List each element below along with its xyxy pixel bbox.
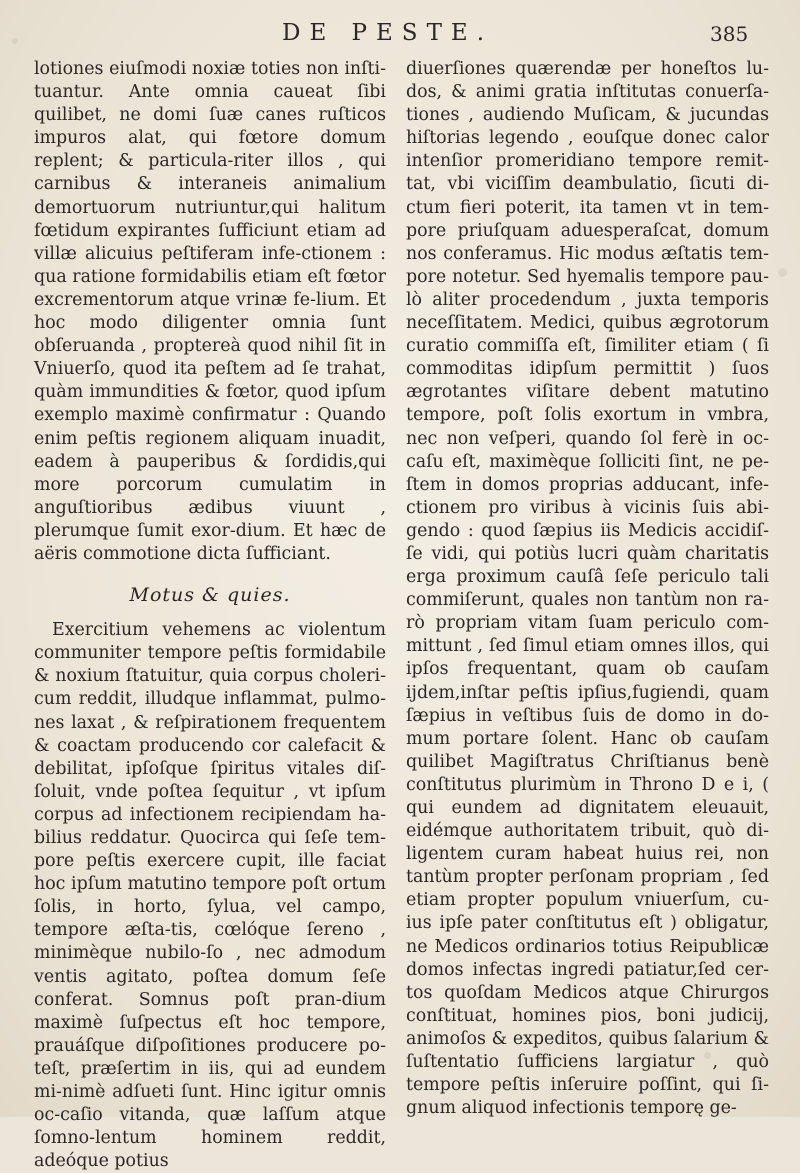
paragraph: lotiones eiuſmodi noxiæ toties non inſti-tuantur. Ante omnia caueat ſibi quilibet, ne domi ſuæ canes ruſticos impuros alat, qui fœtore domum replent; & particula-riter illos , qui carnibus & interaneis animalium demortuorum nutriuntur,qui halitum fœtidum expirantes ſufficiunt etiam ad villæ alicuius peſtiferam infe-ctionem : qua ratione formidabilis etiam eſt fœtor excrementorum atque vrinæ fe-lium. Et hoc modo diligenter omnia ſunt obſeruanda , proptereà quod nihil ſit in Vniuerſo, quod ita peſtem ad ſe trahat, quàm immundities & fœtor, quod ipſum exemplo maximè confirmatur : Quando enim peſtis regionem aliquam inuadit, eadem à pauperibus & ſordidis,qui more porcorum cumulatim in anguſtioribus ædibus viuunt , plerumque ſumit exor-dium. Et hæc de aëris commotione dicta ſufficiant. [34, 59, 386, 564]
page-number: 385 [710, 22, 749, 46]
page-header [0, 20, 800, 56]
section-heading: Motus & quies. [129, 584, 291, 607]
right-column [406, 58, 769, 1120]
running-head: DE PESTE. [282, 20, 494, 46]
paragraph: Exercitium vehemens ac violentum communiter tempore peſtis formidabile & noxium ſtatuitur, quia corpus choleri-cum reddit, illudque inflammat, pulmo-nes laxat , & reſpirationem frequentem & coactam producendo cor calefacit & debilitat, ipſoſque ſpiritus vitales diſ-ſoluit, vnde poſtea ſequitur , vt ipſum corpus ad infectionem recipiendam ha-bilius reddatur. Quocirca qui ſeſe tem-pore peſtis exercere cupit, ille faciat hoc ipſum matutino tempore poſt ortum ſolis, in horto, ſylua, vel campo, tempore æſta-tis, cœlóque ſereno , minimèque nubilo-ſo , nec admodum ventis agitato, poſtea domum ſeſe conferat. Somnus poſt pran-dium maximè ſuſpectus eſt hoc tempore, prauáſque diſpoſitiones producere po-teſt, præſertim in iis, qui ad eundem mi-nimè adſueti ſunt. Hinc igitur omnis oc-caſio vitanda, quæ laſſum atque ſomno-lentum hominem reddit, adeóque potius [34, 620, 386, 1172]
left-column [34, 58, 386, 1173]
paper-stain [778, 268, 787, 277]
paragraph: diuerſiones quærendæ per honeſtos lu-dos, & animi gratia inſtitutas conuerſa-tiones , audiendo Muſicam, & jucundas hiſtorias legendo , eouſque donec calor intenſior promeridiano tempore remit-tat, vbi viciſſim deambulatio, ſicuti di-ctum fieri poterit, ita tamen vt in tem-pore priuſquam aduesperaſcat, domum nos conferamus. Hic modus æſtatis tem-pore notetur. Sed hyemalis tempore pau-lò aliter procedendum , juxta temporis neceſſitatem. Medici, quibus ægrotorum curatio commiſſa eſt, ſimiliter etiam ( ſi commoditas idipſum permittit ) ſuos ægrotantes viſitare debent matutino tempore, poſt ſolis exortum in vmbra, nec non veſperi, quando ſol ferè in oc-caſu eſt, maximèque ſolliciti ſint, ne pe-ſtem in domos proprias adducant, infe-ctionem pro viribus à vicinis ſuis abi-gendo : quod ſæpius iis Medicis accidiſ-ſe vidi, qui potiùs lucri quàm charitatis erga proximum cauſâ ſeſe periculo tali commiſerunt, quales non tantùm non ra-rò propriam vitam ſuam periculo com-mittunt , ſed ſimul etiam omnes illos, qui ipſos frequentant, quam ob cauſam ijdem,inſtar peſtis ipſius,fugiendi, quam ſæpius in veſtibus ſuis de domo in do-mum portare ſolent. Hanc ob cauſam quilibet Magiſtratus Chriſtianus benè conſtitutus plurimùm in Throno D e i, ( qui eundem ad dignitatem eleuauit, eidémque authoritatem tribuit, quò di-ligentem curam habeat huius rei, non tantùm propter perſonam propriam , ſed etiam propter populum vniuerſum, cu-ius ipſe pater conſtitutus eſt ) obligatur, ne Medicos ordinarios totius Reipublicæ domos infectas ingredi patiatur,ſed cer-tos quoſdam Medicos atque Chirurgos conſtituat, homines pios, boni judicij, animoſos & expeditos, quibus ſalarium & ſuſtentatio ſufficiens largiatur , quò tempore peſtis inſeruire poſſint, qui ſi-gnum aliquod infectionis temporę ge- [406, 59, 769, 1119]
